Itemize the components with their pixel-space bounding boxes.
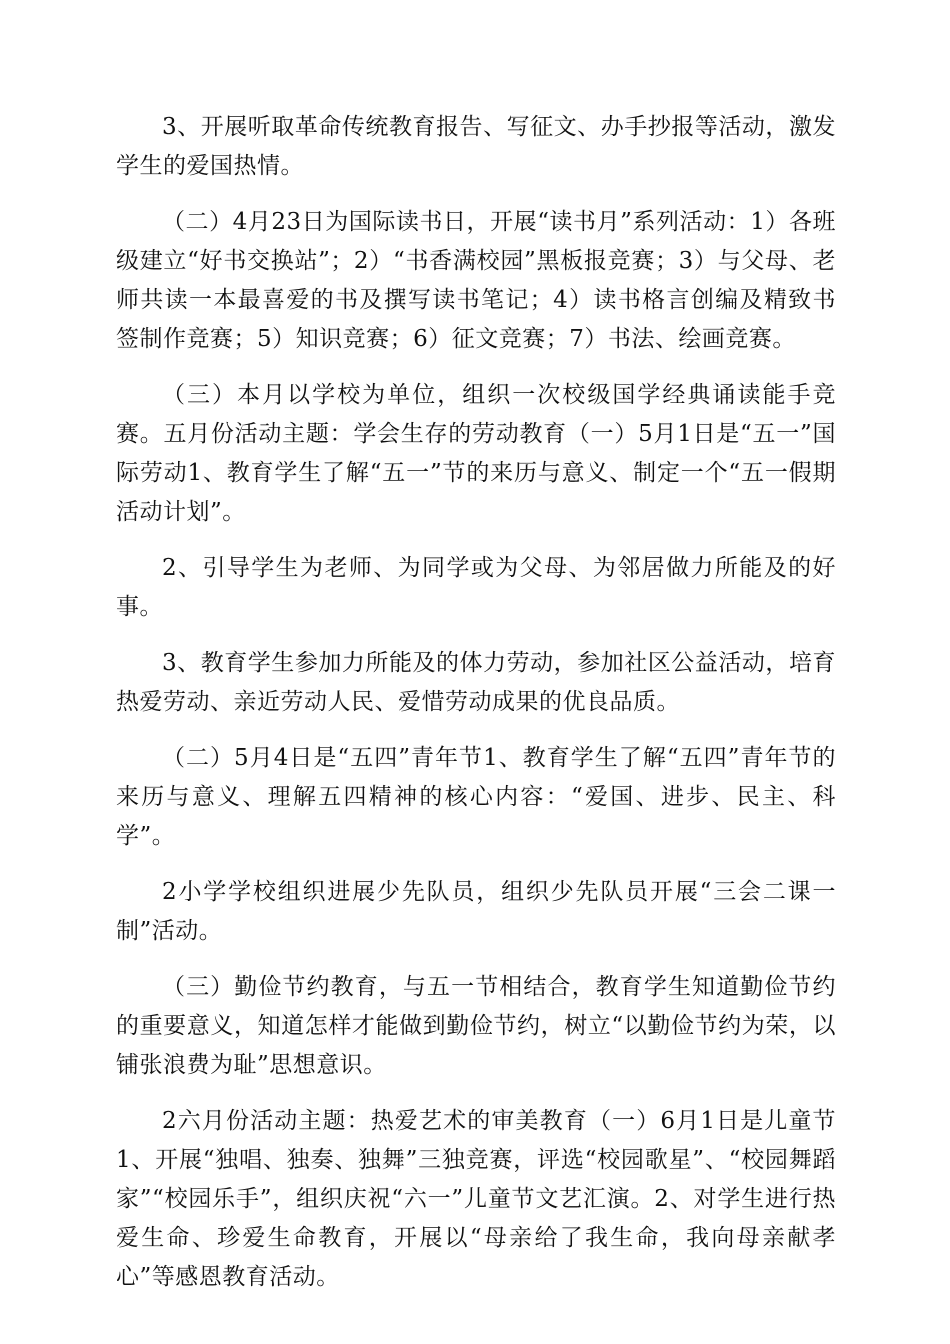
paragraph-3: （三）本月以学校为单位，组织一次校级国学经典诵读能手竞赛。五月份活动主题：学会生存的劳动教育（一）5月1日是“五一”国际劳动1、教育学生了解“五一”节的来历与意义、制定一个“五一假期活动计划”。	[116, 382, 836, 525]
paragraph-9: 2六月份活动主题：热爱艺术的审美教育（一）6月1日是儿童节1、开展“独唱、独奏、独舞”三独竞赛，评选“校园歌星”、“校园舞蹈家”“校园乐手”，组织庆祝“六一”儿童节文艺汇演。2、对学生进行热爱生命、珍爱生命教育，开展以“母亲给了我生命，我向母亲献孝心”等感恩教育活动。	[116, 1108, 836, 1290]
paragraph-6: （二）5月4日是“五四”青年节1、教育学生了解“五四”青年节的来历与意义、理解五四精神的核心内容：“爱国、进步、民主、科学”。	[116, 745, 836, 849]
document-body	[116, 108, 836, 1314]
paragraph-7: 2小学学校组织进展少先队员，组织少先队员开展“三会二课一制”活动。	[116, 879, 836, 944]
paragraph-8: （三）勤俭节约教育，与五一节相结合，教育学生知道勤俭节约的重要意义，知道怎样才能做到勤俭节约，树立“以勤俭节约为荣，以铺张浪费为耻”思想意识。	[116, 974, 836, 1078]
paragraph-1: 3、开展听取革命传统教育报告、写征文、办手抄报等活动，激发学生的爱国热情。	[116, 114, 836, 179]
paragraph-4: 2、引导学生为老师、为同学或为父母、为邻居做力所能及的好事。	[116, 555, 836, 620]
paragraph-2: （二）4月23日为国际读书日，开展“读书月”系列活动：1）各班级建立“好书交换站”；2）“书香满校园”黑板报竞赛；3）与父母、老师共读一本最喜爱的书及撰写读书笔记；4）读书格言创编及精致书签制作竞赛；5）知识竞赛；6）征文竞赛；7）书法、绘画竞赛。	[116, 209, 836, 352]
paragraph-5: 3、教育学生参加力所能及的体力劳动，参加社区公益活动，培育热爱劳动、亲近劳动人民、爱惜劳动成果的优良品质。	[116, 650, 836, 715]
